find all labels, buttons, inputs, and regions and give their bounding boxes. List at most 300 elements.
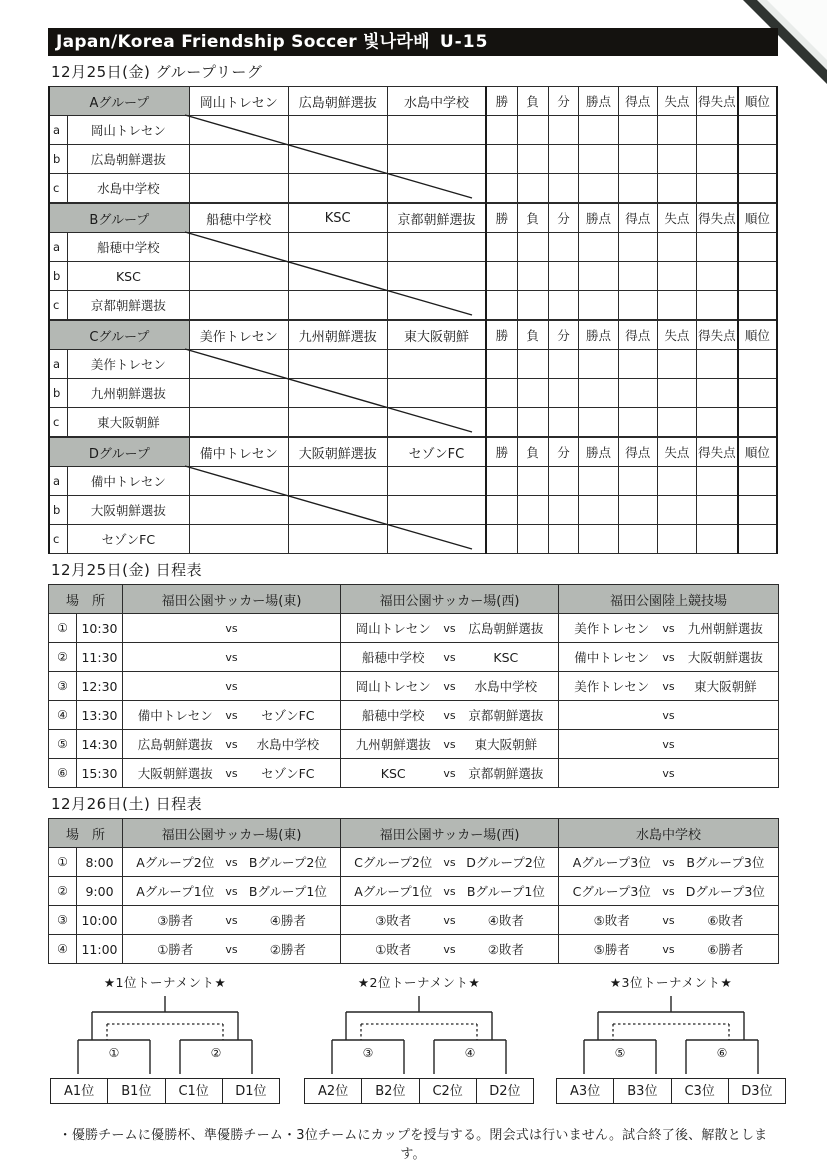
bracket-team-box[interactable]: B1位 bbox=[107, 1078, 165, 1104]
match-cell[interactable] bbox=[341, 759, 559, 788]
match-home-team: ①敗者 bbox=[375, 942, 412, 957]
group-stat-header: 負 bbox=[517, 87, 548, 116]
vs-label: vs bbox=[443, 855, 456, 869]
schedule-26-container bbox=[48, 818, 778, 964]
group-stat-cell[interactable] bbox=[618, 525, 657, 554]
group-result-cell[interactable] bbox=[387, 350, 486, 379]
tournament-brackets-container bbox=[48, 974, 778, 1106]
match-number: ③ bbox=[49, 906, 77, 935]
vs-label: vs bbox=[225, 708, 238, 722]
vs-label: vs bbox=[662, 737, 675, 751]
group-stat-cell[interactable] bbox=[486, 525, 517, 554]
bracket-match-number-left: ⑤ bbox=[614, 1046, 626, 1060]
group-result-cell[interactable] bbox=[189, 525, 288, 554]
group-result-cell[interactable] bbox=[288, 116, 387, 145]
group-stat-cell[interactable] bbox=[579, 467, 618, 496]
bracket-team-box[interactable]: C2位 bbox=[419, 1078, 477, 1104]
match-number: ④ bbox=[49, 935, 77, 964]
bracket-team-box[interactable]: D3位 bbox=[728, 1078, 786, 1104]
match-cell[interactable] bbox=[559, 701, 779, 730]
group-stat-cell[interactable] bbox=[696, 496, 737, 525]
match-cell[interactable] bbox=[341, 730, 559, 759]
match-away-team: Dグループ3位 bbox=[685, 884, 765, 899]
bracket-title: ★1位トーナメント★ bbox=[103, 975, 227, 990]
group-stat-cell[interactable] bbox=[486, 262, 517, 291]
group-stat-header: 順位 bbox=[738, 204, 777, 233]
group-stat-cell[interactable] bbox=[579, 291, 618, 320]
group-row-label: b bbox=[49, 496, 68, 525]
group-result-cell-diagonal[interactable] bbox=[387, 408, 486, 437]
group-stat-cell[interactable] bbox=[517, 174, 548, 203]
match-home-team: Aグループ1位 bbox=[354, 884, 433, 899]
group-result-cell[interactable] bbox=[189, 174, 288, 203]
group-table-wrapper bbox=[48, 86, 778, 203]
group-team-row bbox=[49, 262, 777, 291]
group-stat-cell[interactable] bbox=[738, 408, 777, 437]
vs-label: vs bbox=[443, 766, 456, 780]
group-opponent-header: 九州朝鮮選抜 bbox=[288, 321, 387, 350]
group-stat-cell[interactable] bbox=[696, 525, 737, 554]
match-cell[interactable] bbox=[123, 906, 341, 935]
match-away-team: セゾンFC bbox=[261, 708, 315, 723]
group-stat-cell[interactable] bbox=[657, 174, 696, 203]
match-cell[interactable] bbox=[123, 672, 341, 701]
group-stat-cell[interactable] bbox=[579, 145, 618, 174]
match-home-team: 備中トレセン bbox=[574, 650, 650, 665]
group-result-cell-diagonal[interactable] bbox=[387, 291, 486, 320]
group-result-cell-diagonal[interactable] bbox=[288, 379, 387, 408]
group-stat-cell[interactable] bbox=[486, 174, 517, 203]
bracket-title: ★2位トーナメント★ bbox=[357, 975, 481, 990]
group-opponent-header: KSC bbox=[288, 204, 387, 233]
tournament-bracket bbox=[556, 974, 786, 1106]
match-cell[interactable] bbox=[341, 701, 559, 730]
venue-header: 水島中学校 bbox=[559, 819, 779, 848]
group-team-row bbox=[49, 496, 777, 525]
schedule-25-row bbox=[49, 614, 779, 643]
group-header-row bbox=[49, 87, 777, 116]
vs-label: vs bbox=[225, 766, 238, 780]
group-result-cell[interactable] bbox=[288, 174, 387, 203]
group-team-name: 京都朝鮮選抜 bbox=[68, 291, 190, 320]
group-result-cell[interactable] bbox=[189, 145, 288, 174]
group-stat-cell[interactable] bbox=[618, 174, 657, 203]
group-result-cell-diagonal[interactable] bbox=[387, 525, 486, 554]
group-stat-cell[interactable] bbox=[548, 350, 579, 379]
match-home-team: 船穂中学校 bbox=[361, 650, 425, 665]
bracket-team-box[interactable]: D1位 bbox=[222, 1078, 280, 1104]
match-cell[interactable] bbox=[123, 643, 341, 672]
group-stat-cell[interactable] bbox=[548, 233, 579, 262]
match-away-team: ⑥敗者 bbox=[707, 913, 744, 928]
group-stat-cell[interactable] bbox=[696, 174, 737, 203]
group-result-cell[interactable] bbox=[387, 233, 486, 262]
group-result-cell[interactable] bbox=[387, 379, 486, 408]
group-team-row bbox=[49, 145, 777, 174]
group-result-cell[interactable] bbox=[387, 496, 486, 525]
group-league-section-label: 12月25日(金) グループリーグ bbox=[51, 63, 263, 81]
group-stat-cell[interactable] bbox=[738, 291, 777, 320]
group-stat-cell[interactable] bbox=[517, 145, 548, 174]
match-away-team: 京都朝鮮選抜 bbox=[468, 766, 544, 781]
group-stat-cell[interactable] bbox=[486, 496, 517, 525]
group-stat-header: 失点 bbox=[657, 438, 696, 467]
group-stat-header: 勝点 bbox=[579, 87, 618, 116]
schedule-25-container bbox=[48, 584, 778, 788]
bracket-team-box[interactable]: B2位 bbox=[361, 1078, 419, 1104]
group-name-cell: Dグループ bbox=[49, 438, 189, 467]
group-stat-header: 勝 bbox=[486, 87, 517, 116]
group-stat-cell[interactable] bbox=[657, 467, 696, 496]
group-stat-cell[interactable] bbox=[548, 496, 579, 525]
group-stat-cell[interactable] bbox=[548, 525, 579, 554]
bracket-lines bbox=[50, 992, 280, 1080]
group-stat-cell[interactable] bbox=[657, 496, 696, 525]
group-stat-cell[interactable] bbox=[738, 116, 777, 145]
group-team-row bbox=[49, 525, 777, 554]
group-stat-cell[interactable] bbox=[618, 467, 657, 496]
group-result-cell-diagonal[interactable] bbox=[288, 145, 387, 174]
group-stat-cell[interactable] bbox=[517, 116, 548, 145]
match-cell[interactable] bbox=[123, 614, 341, 643]
group-result-cell[interactable] bbox=[387, 467, 486, 496]
group-stat-cell[interactable] bbox=[486, 233, 517, 262]
match-away-team: Bグループ3位 bbox=[686, 855, 765, 870]
match-home-team: 船穂中学校 bbox=[361, 708, 425, 723]
match-cell[interactable] bbox=[341, 877, 559, 906]
group-row-label: c bbox=[49, 525, 68, 554]
group-stat-cell[interactable] bbox=[517, 233, 548, 262]
match-away-team: Bグループ2位 bbox=[248, 855, 327, 870]
match-number: ② bbox=[49, 643, 77, 672]
venue-header: 福田公園サッカー場(西) bbox=[341, 819, 559, 848]
group-stat-cell[interactable] bbox=[696, 467, 737, 496]
tournament-bracket bbox=[50, 974, 280, 1106]
group-stat-cell[interactable] bbox=[579, 350, 618, 379]
bracket-team-box[interactable]: C3位 bbox=[671, 1078, 729, 1104]
match-cell[interactable] bbox=[559, 935, 779, 964]
group-result-cell[interactable] bbox=[189, 379, 288, 408]
group-stat-cell[interactable] bbox=[548, 467, 579, 496]
group-stat-header: 勝 bbox=[486, 321, 517, 350]
group-standings-table bbox=[48, 203, 778, 320]
match-home-team: Cグループ2位 bbox=[354, 855, 433, 870]
group-stat-cell[interactable] bbox=[486, 467, 517, 496]
group-stat-cell[interactable] bbox=[738, 496, 777, 525]
group-stat-cell[interactable] bbox=[579, 525, 618, 554]
group-stat-cell[interactable] bbox=[517, 525, 548, 554]
group-row-label: c bbox=[49, 408, 68, 437]
group-stat-cell[interactable] bbox=[696, 145, 737, 174]
match-cell[interactable] bbox=[123, 701, 341, 730]
group-stat-cell[interactable] bbox=[657, 291, 696, 320]
group-stat-cell[interactable] bbox=[548, 262, 579, 291]
group-header-row bbox=[49, 204, 777, 233]
match-away-team: Dグループ2位 bbox=[466, 855, 546, 870]
group-result-cell[interactable] bbox=[288, 350, 387, 379]
group-stat-cell[interactable] bbox=[657, 145, 696, 174]
group-stat-cell[interactable] bbox=[517, 262, 548, 291]
vs-label: vs bbox=[225, 942, 238, 956]
schedule-26-row bbox=[49, 848, 779, 877]
group-stat-cell[interactable] bbox=[517, 350, 548, 379]
group-stat-cell[interactable] bbox=[738, 350, 777, 379]
group-result-cell-diagonal[interactable] bbox=[288, 496, 387, 525]
group-stat-header: 順位 bbox=[738, 87, 777, 116]
schedule-26-section-label: 12月26日(土) 日程表 bbox=[51, 795, 203, 813]
match-time: 11:30 bbox=[77, 643, 123, 672]
match-time: 9:00 bbox=[77, 877, 123, 906]
group-row-label: a bbox=[49, 233, 68, 262]
group-stat-cell[interactable] bbox=[548, 116, 579, 145]
group-stat-cell[interactable] bbox=[618, 379, 657, 408]
group-stat-cell[interactable] bbox=[738, 262, 777, 291]
group-stat-cell[interactable] bbox=[618, 496, 657, 525]
group-stat-cell[interactable] bbox=[618, 408, 657, 437]
group-stat-cell[interactable] bbox=[657, 233, 696, 262]
group-row-label: c bbox=[49, 174, 68, 203]
group-stat-cell[interactable] bbox=[738, 379, 777, 408]
group-stat-cell[interactable] bbox=[579, 379, 618, 408]
group-result-cell[interactable] bbox=[189, 408, 288, 437]
group-stat-cell[interactable] bbox=[738, 145, 777, 174]
group-stat-cell[interactable] bbox=[548, 379, 579, 408]
group-result-cell[interactable] bbox=[288, 467, 387, 496]
group-stat-cell[interactable] bbox=[517, 379, 548, 408]
group-result-cell-diagonal[interactable] bbox=[189, 233, 288, 262]
match-cell[interactable] bbox=[559, 906, 779, 935]
match-cell[interactable] bbox=[559, 848, 779, 877]
group-stat-cell[interactable] bbox=[696, 262, 737, 291]
group-stat-header: 得失点 bbox=[696, 87, 737, 116]
group-stat-cell[interactable] bbox=[517, 291, 548, 320]
group-stat-cell[interactable] bbox=[618, 291, 657, 320]
group-opponent-header: 広島朝鮮選抜 bbox=[288, 87, 387, 116]
match-home-team: Cグループ3位 bbox=[572, 884, 651, 899]
vs-label: vs bbox=[443, 621, 456, 635]
match-cell[interactable] bbox=[341, 935, 559, 964]
group-stat-cell[interactable] bbox=[548, 174, 579, 203]
group-standings-table bbox=[48, 437, 778, 554]
schedule-25-row bbox=[49, 672, 779, 701]
match-away-team: 東大阪朝鮮 bbox=[694, 679, 757, 694]
group-team-name: 備中トレセン bbox=[68, 467, 190, 496]
group-result-cell[interactable] bbox=[387, 145, 486, 174]
match-number: ① bbox=[49, 614, 77, 643]
bracket-team-box[interactable]: A2位 bbox=[304, 1078, 362, 1104]
bracket-team-box[interactable]: A3位 bbox=[556, 1078, 614, 1104]
group-stat-cell[interactable] bbox=[579, 262, 618, 291]
match-cell[interactable] bbox=[123, 759, 341, 788]
group-result-cell-diagonal[interactable] bbox=[189, 350, 288, 379]
group-stat-cell[interactable] bbox=[579, 233, 618, 262]
match-cell[interactable] bbox=[559, 730, 779, 759]
group-stat-cell[interactable] bbox=[657, 379, 696, 408]
group-result-cell[interactable] bbox=[189, 496, 288, 525]
group-team-name: 船穂中学校 bbox=[68, 233, 190, 262]
group-stat-cell[interactable] bbox=[486, 145, 517, 174]
group-stat-cell[interactable] bbox=[548, 408, 579, 437]
group-stat-header: 得点 bbox=[618, 87, 657, 116]
group-stat-cell[interactable] bbox=[618, 262, 657, 291]
vs-label: vs bbox=[662, 884, 675, 898]
group-stat-header: 負 bbox=[517, 204, 548, 233]
group-result-cell[interactable] bbox=[288, 291, 387, 320]
group-stat-cell[interactable] bbox=[486, 408, 517, 437]
group-result-cell[interactable] bbox=[288, 525, 387, 554]
match-cell[interactable] bbox=[123, 935, 341, 964]
group-team-row bbox=[49, 467, 777, 496]
group-stat-cell[interactable] bbox=[517, 467, 548, 496]
bracket-team-boxes bbox=[50, 1078, 280, 1104]
group-stat-cell[interactable] bbox=[657, 408, 696, 437]
group-stat-cell[interactable] bbox=[618, 116, 657, 145]
vs-label: vs bbox=[225, 737, 238, 751]
match-away-team: 大阪朝鮮選抜 bbox=[687, 650, 763, 665]
group-stat-cell[interactable] bbox=[618, 145, 657, 174]
group-stat-header: 順位 bbox=[738, 321, 777, 350]
group-stat-cell[interactable] bbox=[517, 408, 548, 437]
match-cell[interactable] bbox=[123, 730, 341, 759]
match-away-team: 九州朝鮮選抜 bbox=[687, 621, 763, 636]
group-stat-cell[interactable] bbox=[548, 291, 579, 320]
group-stat-cell[interactable] bbox=[657, 350, 696, 379]
group-result-cell[interactable] bbox=[189, 291, 288, 320]
match-home-team: 九州朝鮮選抜 bbox=[355, 737, 431, 752]
group-stat-cell[interactable] bbox=[579, 174, 618, 203]
group-stat-cell[interactable] bbox=[657, 262, 696, 291]
match-cell[interactable] bbox=[559, 672, 779, 701]
group-stat-cell[interactable] bbox=[657, 525, 696, 554]
group-stat-cell[interactable] bbox=[738, 233, 777, 262]
group-stat-cell[interactable] bbox=[486, 116, 517, 145]
group-stat-header: 失点 bbox=[657, 87, 696, 116]
group-stat-cell[interactable] bbox=[618, 350, 657, 379]
group-team-row bbox=[49, 116, 777, 145]
group-stat-cell[interactable] bbox=[579, 116, 618, 145]
group-stat-cell[interactable] bbox=[696, 379, 737, 408]
group-result-cell-diagonal[interactable] bbox=[288, 262, 387, 291]
match-cell[interactable] bbox=[341, 906, 559, 935]
group-stat-cell[interactable] bbox=[738, 467, 777, 496]
group-stat-cell[interactable] bbox=[696, 233, 737, 262]
group-opponent-header: 東大阪朝鮮 bbox=[387, 321, 486, 350]
group-stat-cell[interactable] bbox=[517, 496, 548, 525]
group-stat-header: 負 bbox=[517, 321, 548, 350]
match-away-team: ④敗者 bbox=[487, 913, 524, 928]
group-team-row bbox=[49, 174, 777, 203]
group-name-cell: Cグループ bbox=[49, 321, 189, 350]
group-stat-header: 負 bbox=[517, 438, 548, 467]
group-result-cell[interactable] bbox=[288, 233, 387, 262]
vs-label: vs bbox=[662, 621, 675, 635]
group-result-cell[interactable] bbox=[288, 408, 387, 437]
match-home-team: ③敗者 bbox=[375, 913, 412, 928]
group-standings-table bbox=[48, 86, 778, 203]
match-cell[interactable] bbox=[341, 848, 559, 877]
vs-label: vs bbox=[443, 679, 456, 693]
schedule-25-row bbox=[49, 643, 779, 672]
match-cell[interactable] bbox=[341, 672, 559, 701]
match-home-team: KSC bbox=[380, 765, 406, 781]
group-result-cell[interactable] bbox=[189, 262, 288, 291]
bracket-team-box[interactable]: A1位 bbox=[50, 1078, 108, 1104]
group-stat-cell[interactable] bbox=[738, 174, 777, 203]
group-stat-header: 勝点 bbox=[579, 321, 618, 350]
match-cell[interactable] bbox=[559, 643, 779, 672]
group-stat-header: 勝 bbox=[486, 204, 517, 233]
vs-label: vs bbox=[443, 708, 456, 722]
match-home-team: 岡山トレセン bbox=[355, 679, 431, 694]
schedule-26-row bbox=[49, 906, 779, 935]
match-away-team: セゾンFC bbox=[261, 766, 315, 781]
match-cell[interactable] bbox=[341, 614, 559, 643]
group-stat-cell[interactable] bbox=[486, 350, 517, 379]
vs-label: vs bbox=[443, 737, 456, 751]
group-stat-cell[interactable] bbox=[696, 116, 737, 145]
group-team-row bbox=[49, 379, 777, 408]
bracket-match-number-right: ④ bbox=[464, 1046, 476, 1060]
group-stat-cell[interactable] bbox=[696, 350, 737, 379]
group-stat-cell[interactable] bbox=[738, 525, 777, 554]
match-cell[interactable] bbox=[341, 643, 559, 672]
group-stat-cell[interactable] bbox=[696, 408, 737, 437]
group-result-cell-diagonal[interactable] bbox=[189, 116, 288, 145]
group-stat-cell[interactable] bbox=[657, 116, 696, 145]
vs-label: vs bbox=[225, 855, 238, 869]
group-team-name: 広島朝鮮選抜 bbox=[68, 145, 190, 174]
group-stat-cell[interactable] bbox=[696, 291, 737, 320]
group-opponent-header: 水島中学校 bbox=[387, 87, 486, 116]
group-stat-cell[interactable] bbox=[486, 291, 517, 320]
group-stat-header: 失点 bbox=[657, 321, 696, 350]
group-stat-header: 分 bbox=[548, 438, 579, 467]
match-number: ④ bbox=[49, 701, 77, 730]
match-cell[interactable] bbox=[559, 614, 779, 643]
match-away-team: ②敗者 bbox=[487, 942, 524, 957]
group-result-cell[interactable] bbox=[387, 262, 486, 291]
group-result-cell-diagonal[interactable] bbox=[189, 467, 288, 496]
document-title-bar bbox=[48, 28, 778, 56]
match-cell[interactable] bbox=[559, 877, 779, 906]
bracket-team-box[interactable]: C1位 bbox=[165, 1078, 223, 1104]
match-home-team: Aグループ3位 bbox=[572, 855, 651, 870]
group-opponent-header: 大阪朝鮮選抜 bbox=[288, 438, 387, 467]
group-opponent-header: 京都朝鮮選抜 bbox=[387, 204, 486, 233]
group-stat-cell[interactable] bbox=[579, 408, 618, 437]
group-stat-cell[interactable] bbox=[548, 145, 579, 174]
group-stat-cell[interactable] bbox=[486, 379, 517, 408]
group-result-cell-diagonal[interactable] bbox=[387, 174, 486, 203]
group-row-label: a bbox=[49, 467, 68, 496]
match-cell[interactable] bbox=[123, 877, 341, 906]
group-stat-header: 得点 bbox=[618, 438, 657, 467]
group-team-name: 東大阪朝鮮 bbox=[68, 408, 190, 437]
match-cell[interactable] bbox=[123, 848, 341, 877]
match-cell[interactable] bbox=[559, 759, 779, 788]
group-result-cell[interactable] bbox=[387, 116, 486, 145]
bracket-team-box[interactable]: B3位 bbox=[613, 1078, 671, 1104]
match-home-team: 大阪朝鮮選抜 bbox=[137, 766, 213, 781]
tournament-bracket bbox=[304, 974, 534, 1106]
schedule-25-row bbox=[49, 759, 779, 788]
group-stat-header: 勝 bbox=[486, 438, 517, 467]
group-stat-cell[interactable] bbox=[618, 233, 657, 262]
match-time: 8:00 bbox=[77, 848, 123, 877]
group-stat-cell[interactable] bbox=[579, 496, 618, 525]
bracket-team-box[interactable]: D2位 bbox=[476, 1078, 534, 1104]
group-row-label: c bbox=[49, 291, 68, 320]
